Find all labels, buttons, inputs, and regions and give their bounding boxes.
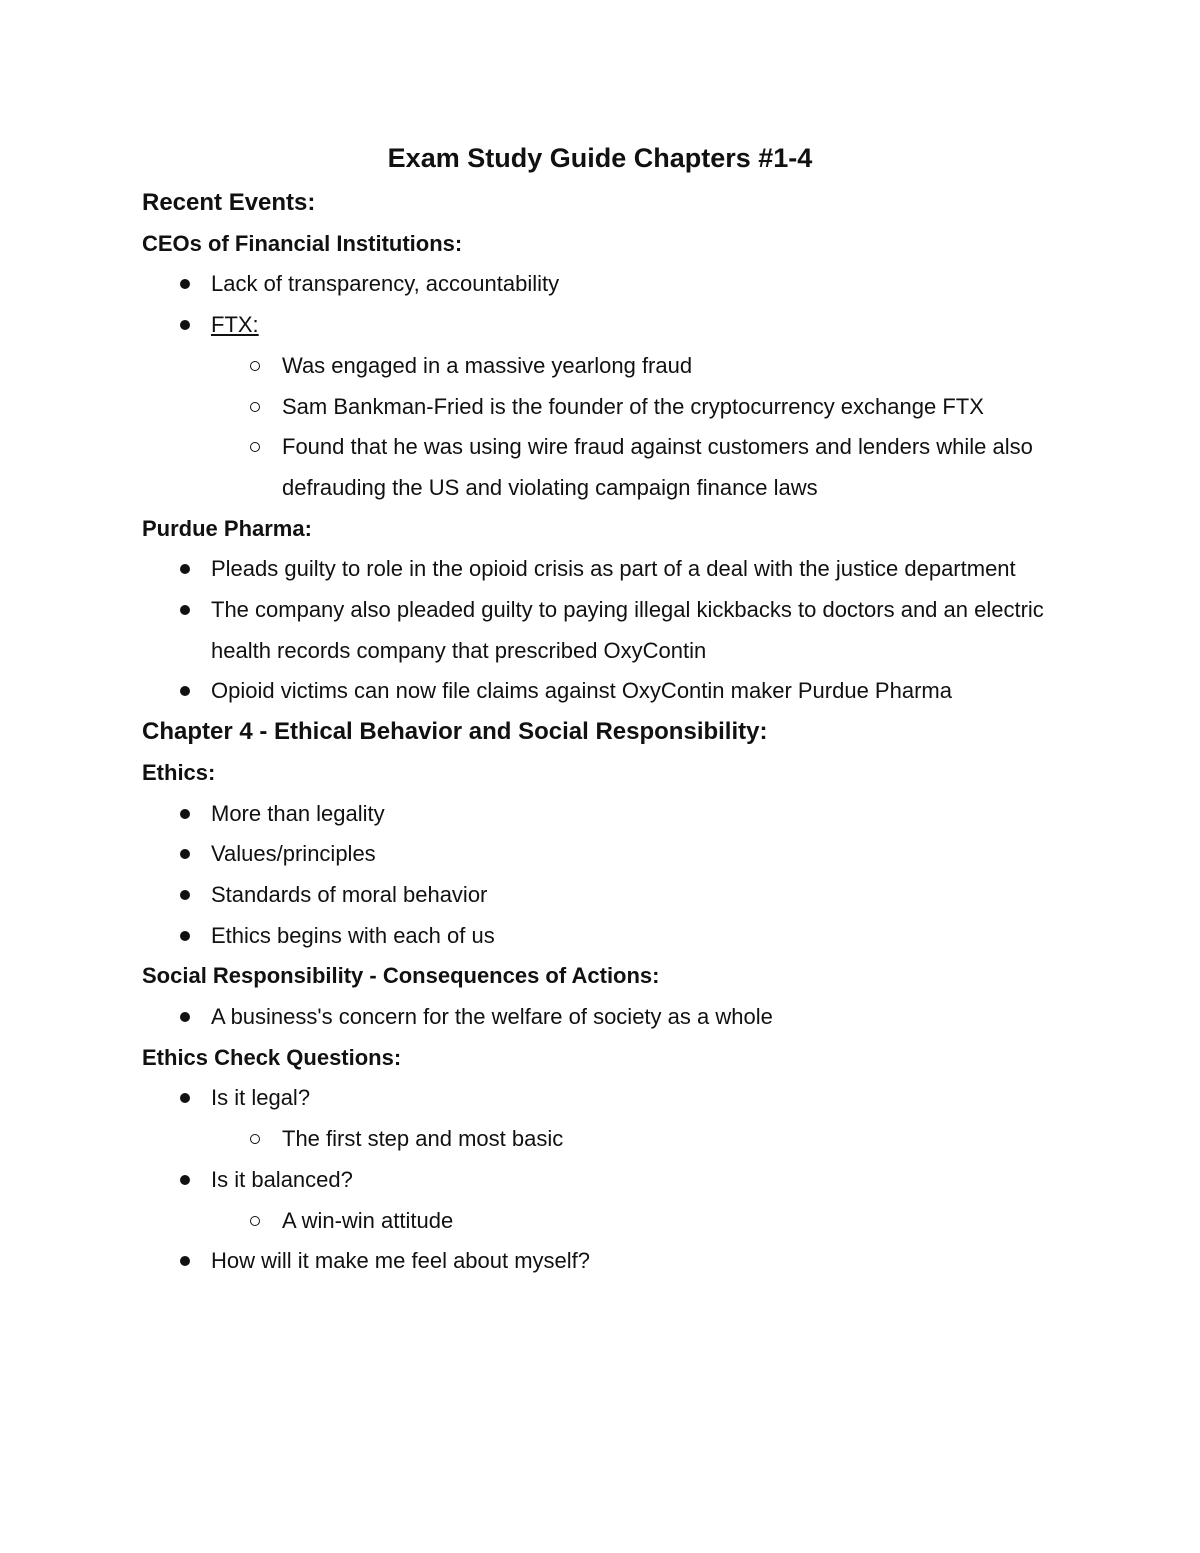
heading-ethics-check: Ethics Check Questions:	[142, 1044, 402, 1070]
list-item-text: Is it balanced?	[211, 1166, 353, 1192]
list-item	[142, 1119, 1092, 1160]
bullet-icon	[180, 279, 190, 289]
heading-social-responsibility: Social Responsibility - Consequences of Actions:	[142, 963, 660, 989]
circle-bullet-icon	[250, 361, 260, 371]
circle-bullet-icon	[250, 1134, 260, 1144]
circle-bullet-icon	[250, 402, 260, 412]
list-item-text: A win-win attitude	[282, 1207, 454, 1233]
list-item	[142, 427, 1092, 508]
heading-ethics: Ethics:	[142, 759, 216, 785]
list-item	[142, 875, 1092, 916]
bullet-icon	[180, 686, 190, 696]
bullet-icon	[180, 1093, 190, 1103]
document-title: Exam Study Guide Chapters #1-4	[387, 143, 813, 173]
bullet-icon	[180, 809, 190, 819]
bullet-icon	[180, 849, 190, 859]
list-item	[142, 1241, 1092, 1282]
list-item-text: Ethics begins with each of us	[211, 922, 495, 948]
list-item	[142, 916, 1092, 957]
list-item-text: More than legality	[211, 800, 385, 826]
list-item-text: Values/principles	[211, 841, 376, 867]
list-item	[142, 1160, 1092, 1201]
list-item	[142, 264, 1092, 305]
list-item-text: Is it legal?	[211, 1085, 311, 1111]
heading-chapter-4: Chapter 4 - Ethical Behavior and Social Responsibility:	[142, 718, 768, 746]
list-purdue	[142, 549, 1092, 712]
bullet-icon	[180, 890, 190, 900]
bullet-icon	[180, 931, 190, 941]
list-item	[142, 794, 1092, 835]
heading-purdue: Purdue Pharma:	[142, 515, 312, 541]
list-item	[142, 590, 1092, 671]
list-item	[142, 387, 1092, 428]
list-item-text: Sam Bankman-Fried is the founder of the cryptocurrency exchange FTX	[282, 393, 984, 419]
list-item	[142, 834, 1092, 875]
list-item-text: Pleads guilty to role in the opioid crisis as part of a deal with the justice department	[211, 556, 1016, 582]
list-item-text: Was engaged in a massive yearlong fraud	[282, 352, 693, 378]
list-item-text: Opioid victims can now file claims against OxyContin maker Purdue Pharma	[211, 678, 952, 704]
list-item-text: How will it make me feel about myself?	[211, 1248, 591, 1274]
list-ceos	[142, 264, 1092, 508]
list-item-text: The company also pleaded guilty to paying illegal kickbacks to doctors and an electric health records company that prescribed OxyContin	[211, 597, 1044, 663]
list-item	[142, 549, 1092, 590]
list-item-text: Lack of transparency, accountability	[211, 271, 560, 297]
list-item-text: The first step and most basic	[282, 1126, 564, 1152]
list-ethics-check	[142, 1078, 1092, 1282]
bullet-icon	[180, 1012, 190, 1022]
circle-bullet-icon	[250, 442, 260, 452]
list-item	[142, 346, 1092, 387]
list-item	[142, 671, 1092, 712]
bullet-icon	[180, 605, 190, 615]
list-item	[142, 1201, 1092, 1242]
heading-recent-events: Recent Events:	[142, 189, 316, 216]
document-body	[142, 183, 1092, 1282]
heading-ceos: CEOs of Financial Institutions:	[142, 230, 463, 256]
list-item-text: A business's concern for the welfare of society as a whole	[211, 1004, 773, 1030]
circle-bullet-icon	[250, 1216, 260, 1226]
bullet-icon	[180, 1175, 190, 1185]
list-item-text: Standards of moral behavior	[211, 881, 488, 907]
bullet-icon	[180, 320, 190, 330]
list-social-responsibility	[142, 997, 1092, 1038]
list-ethics	[142, 794, 1092, 957]
list-item	[142, 305, 1092, 346]
list-item	[142, 1078, 1092, 1119]
list-item-text: Found that he was using wire fraud against customers and lenders while also defrauding the US and violating campaign finance laws	[282, 434, 1033, 500]
bullet-icon	[180, 1256, 190, 1266]
list-item	[142, 997, 1092, 1038]
list-item-text-ftx: FTX:	[211, 312, 259, 338]
bullet-icon	[180, 564, 190, 574]
